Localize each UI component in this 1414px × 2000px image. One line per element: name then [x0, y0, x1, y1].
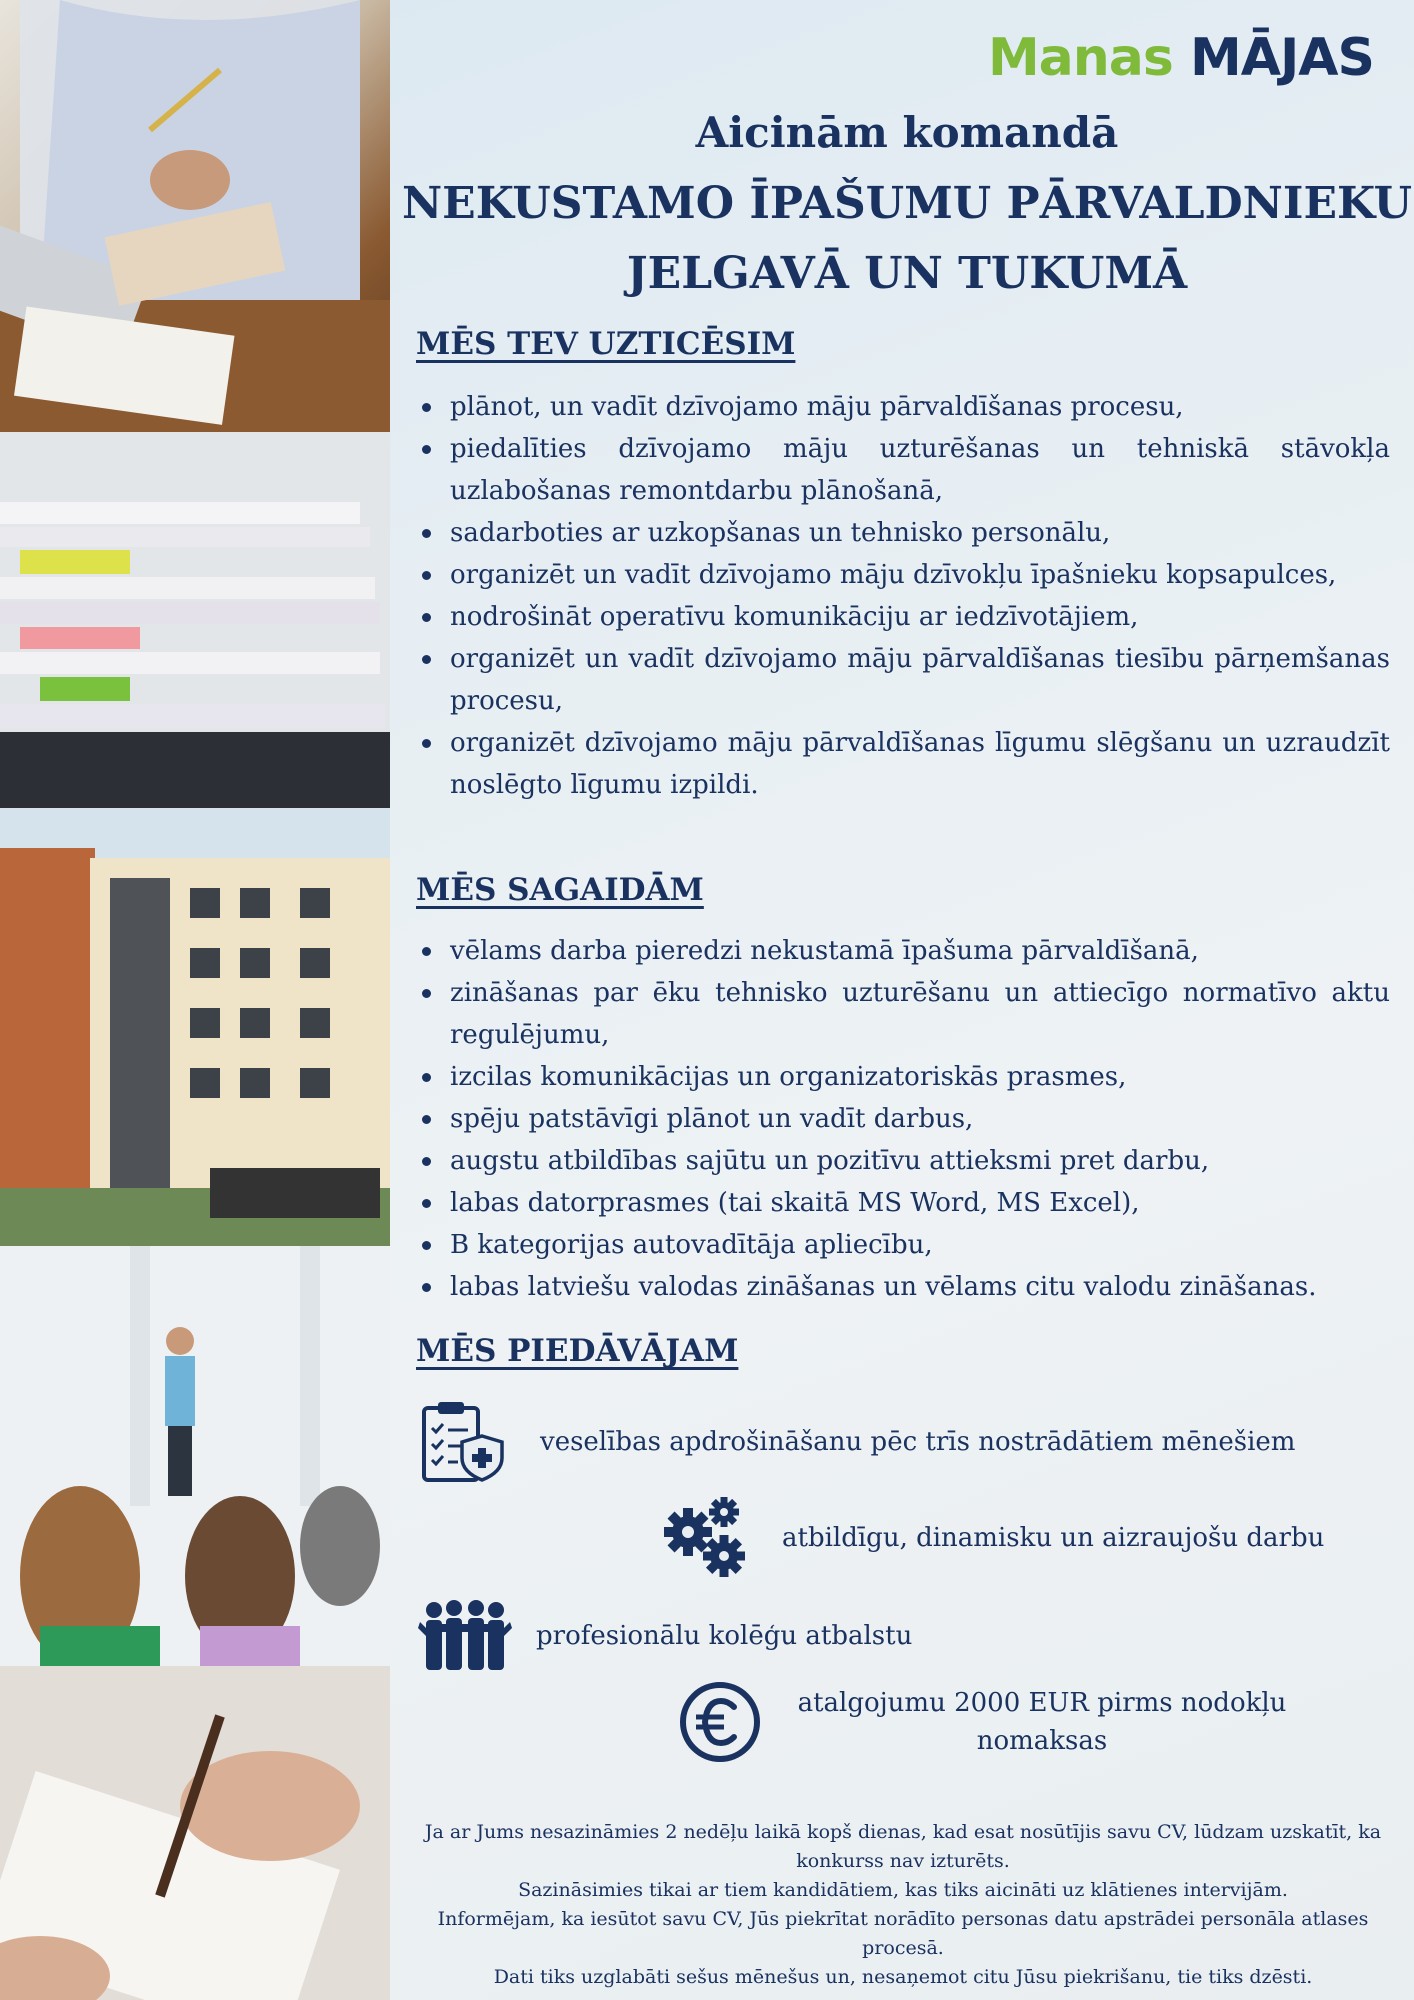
logo-part-majas: MĀJAS — [1189, 28, 1374, 88]
photo-paper-stack — [0, 432, 390, 808]
photo-hand-signing — [0, 1666, 390, 2000]
list-item: B kategorijas autovadītāja apliecību, — [416, 1224, 1390, 1266]
section-title-offer: MĒS PIEDĀVĀJAM — [416, 1333, 739, 1369]
photo-woman-notebook — [0, 0, 390, 432]
list-item: izcilas komunikācijas un organizatoriskās prasmes, — [416, 1056, 1390, 1098]
headline-position: NEKUSTAMO ĪPAŠUMU PĀRVALDNIEKU — [401, 178, 1413, 229]
list-item: vēlams darba pieredzi nekustamā īpašuma pārvaldīšanā, — [416, 930, 1390, 972]
offer-dynamic-work — [660, 1494, 1324, 1582]
photo-seminar-audience — [0, 1246, 390, 1666]
list-item: organizēt dzīvojamo māju pārvaldīšanas līgumu slēgšanu un uzraudzīt noslēgto līgumu izpildi. — [416, 722, 1390, 806]
offer-text: veselības apdrošināšanu pēc trīs nostrādātiem mēnešiem — [540, 1427, 1296, 1457]
health-insurance-clipboard-icon — [420, 1400, 506, 1484]
list-item: piedalīties dzīvojamo māju uzturēšanas un tehniskā stāvokļa uzlabošanas remontdarbu plānošanā, — [416, 428, 1390, 512]
offer-colleague-support — [418, 1600, 912, 1672]
euro-coin-icon — [678, 1680, 762, 1764]
section-title-requirements: MĒS SAGAIDĀM — [416, 872, 704, 908]
logo-part-manas: Manas — [987, 28, 1173, 88]
requirements-list — [416, 930, 1390, 1308]
footer-line: Dati tiks uzglabāti sešus mēnešus un, nesaņemot citu Jūsu piekrišanu, tie tiks dzēsti. — [493, 1966, 1313, 1988]
offer-salary — [678, 1680, 1302, 1764]
headline-invite: Aicinām komandā — [695, 108, 1119, 157]
list-item: organizēt un vadīt dzīvojamo māju dzīvokļu īpašnieku kopsapulces, — [416, 554, 1390, 596]
footer-line: Informējam, ka iesūtot savu CV, Jūs piekrītat norādīto personas datu apstrādei personāla atlases procesā. — [437, 1908, 1369, 1959]
responsibilities-list — [416, 386, 1390, 806]
list-item: nodrošināt operatīvu komunikāciju ar iedzīvotājiem, — [416, 596, 1390, 638]
photo-apartment-building — [0, 808, 390, 1246]
photo-column — [0, 0, 390, 2000]
list-item: sadarboties ar uzkopšanas un tehnisko personālu, — [416, 512, 1390, 554]
offer-text: atalgojumu 2000 EUR pirms nodokļu nomaksas — [797, 1688, 1287, 1756]
offer-health-insurance — [420, 1400, 1295, 1484]
footer-line: Sazināsimies tikai ar tiem kandidātiem, kas tiks aicināti uz klātienes intervijām. — [518, 1879, 1288, 1901]
list-item: spēju patstāvīgi plānot un vadīt darbus, — [416, 1098, 1390, 1140]
team-people-icon — [418, 1600, 512, 1672]
footer-line: Ja ar Jums nesazināmies 2 nedēļu laikā kopš dienas, kad esat nosūtījis savu CV, lūdzam uzskatīt, ka konkurss nav izturēts. — [424, 1821, 1382, 1872]
headline-location: JELGAVĀ UN TUKUMĀ — [626, 248, 1188, 299]
list-item: organizēt un vadīt dzīvojamo māju pārvaldīšanas tiesību pārņemšanas procesu, — [416, 638, 1390, 722]
footer-notice — [416, 1818, 1390, 1992]
company-logo — [988, 28, 1374, 88]
list-item: plānot, un vadīt dzīvojamo māju pārvaldīšanas procesu, — [416, 386, 1390, 428]
offer-text: profesionālu kolēģu atbalstu — [536, 1621, 913, 1651]
section-title-responsibilities: MĒS TEV UZTICĒSIM — [416, 326, 796, 362]
gears-icon — [660, 1494, 752, 1582]
list-item: augstu atbildības sajūtu un pozitīvu attieksmi pret darbu, — [416, 1140, 1390, 1182]
offer-text: atbildīgu, dinamisku un aizraujošu darbu — [782, 1523, 1325, 1553]
list-item: labas latviešu valodas zināšanas un vēlams citu valodu zināšanas. — [416, 1266, 1390, 1308]
list-item: labas datorprasmes (tai skaitā MS Word, MS Excel), — [416, 1182, 1390, 1224]
list-item: zināšanas par ēku tehnisko uzturēšanu un attiecīgo normatīvo aktu regulējumu, — [416, 972, 1390, 1056]
